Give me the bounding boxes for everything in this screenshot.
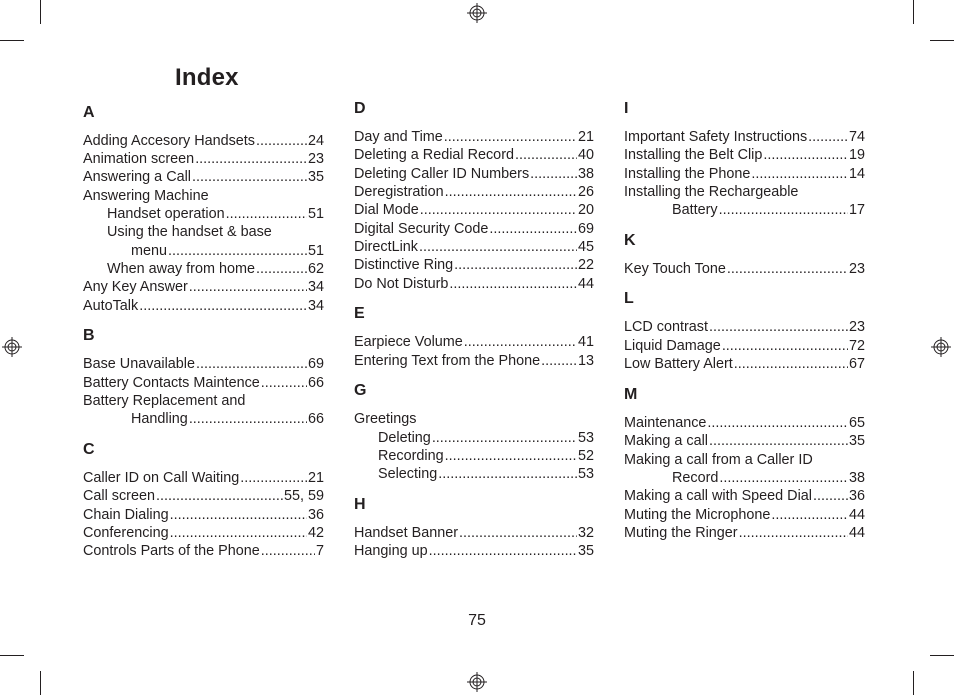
index-entry: Dial Mode ..... 20 bbox=[354, 201, 594, 219]
dot-leader bbox=[445, 447, 577, 465]
index-entry: Maintenance ..... 65 bbox=[624, 414, 865, 432]
crop-mark bbox=[40, 0, 41, 24]
index-entry: Muting the Ringer ..... 44 bbox=[624, 524, 865, 542]
dot-leader bbox=[530, 165, 577, 183]
dot-leader bbox=[739, 524, 848, 542]
crop-mark bbox=[913, 671, 914, 695]
dot-leader bbox=[429, 542, 577, 560]
dot-leader bbox=[722, 337, 848, 355]
dot-leader bbox=[444, 128, 577, 146]
registration-mark-icon bbox=[2, 337, 22, 357]
section-letter-e: E bbox=[354, 305, 365, 322]
index-entry: Answering a Call ..... 35 bbox=[83, 168, 324, 186]
dot-leader bbox=[156, 487, 283, 505]
index-entry: Any Key Answer ..... 34 bbox=[83, 278, 324, 296]
index-entry: Controls Parts of the Phone ..... 7 bbox=[83, 542, 324, 560]
section-letter-b: B bbox=[83, 327, 95, 344]
dot-leader bbox=[719, 469, 848, 487]
index-subentry: Deleting ..... 53 bbox=[378, 429, 594, 447]
index-entry: Caller ID on Call Waiting ..... 21 bbox=[83, 469, 324, 487]
index-entry: Deregistration ..... 26 bbox=[354, 183, 594, 201]
index-subentry: Handling ..... 66 bbox=[131, 410, 324, 428]
dot-leader bbox=[192, 168, 307, 186]
index-entry: Deleting Caller ID Numbers ..... 38 bbox=[354, 165, 594, 183]
index-entry: Hanging up ..... 35 bbox=[354, 542, 594, 560]
index-entry: Earpiece Volume ..... 41 bbox=[354, 333, 594, 351]
dot-leader bbox=[813, 487, 848, 505]
dot-leader bbox=[226, 205, 307, 223]
section-letter-c: C bbox=[83, 441, 95, 458]
index-entry: Conferencing ..... 42 bbox=[83, 524, 324, 542]
index-subentry: Battery ..... 17 bbox=[672, 201, 865, 219]
index-entry: Answering Machine bbox=[83, 188, 209, 204]
dot-leader bbox=[727, 260, 848, 278]
index-entry: Making a call ..... 35 bbox=[624, 432, 865, 450]
section-letter-k: K bbox=[624, 232, 636, 249]
index-entry: Making a call from a Caller ID bbox=[624, 452, 813, 468]
index-subentry: When away from home ..... 62 bbox=[107, 260, 324, 278]
index-entry: Important Safety Instructions ..... 74 bbox=[624, 128, 865, 146]
dot-leader bbox=[189, 278, 307, 296]
index-entry: Key Touch Tone ..... 23 bbox=[624, 260, 865, 278]
crop-mark bbox=[930, 40, 954, 41]
index-entry: Digital Security Code ..... 69 bbox=[354, 220, 594, 238]
index-entry: Chain Dialing ..... 36 bbox=[83, 506, 324, 524]
page-title: Index bbox=[175, 64, 239, 91]
registration-mark-icon bbox=[467, 3, 487, 23]
dot-leader bbox=[261, 542, 315, 560]
dot-leader bbox=[420, 201, 577, 219]
index-entry: Animation screen ..... 23 bbox=[83, 150, 324, 168]
index-subentry: Record ..... 38 bbox=[672, 469, 865, 487]
dot-leader bbox=[432, 429, 577, 447]
index-subentry: menu ..... 51 bbox=[131, 242, 324, 260]
index-subentry: Using the handset & base bbox=[107, 224, 272, 240]
dot-leader bbox=[261, 374, 307, 392]
index-entry: Installing the Phone ..... 14 bbox=[624, 165, 865, 183]
index-entry: Muting the Microphone ..... 44 bbox=[624, 506, 865, 524]
crop-mark bbox=[40, 671, 41, 695]
dot-leader bbox=[709, 318, 848, 336]
section-letter-d: D bbox=[354, 100, 366, 117]
section-letter-g: G bbox=[354, 382, 367, 399]
dot-leader bbox=[256, 132, 307, 150]
dot-leader bbox=[808, 128, 848, 146]
index-entry: Do Not Disturb ..... 44 bbox=[354, 275, 594, 293]
index-entry: DirectLink ..... 45 bbox=[354, 238, 594, 256]
index-entry: Installing the Belt Clip ..... 19 bbox=[624, 146, 865, 164]
dot-leader bbox=[170, 506, 307, 524]
dot-leader bbox=[189, 410, 307, 428]
dot-leader bbox=[709, 432, 848, 450]
dot-leader bbox=[256, 260, 307, 278]
index-entry: Base Unavailable ..... 69 bbox=[83, 355, 324, 373]
section-letter-h: H bbox=[354, 496, 366, 513]
dot-leader bbox=[464, 333, 577, 351]
index-entry: Battery Replacement and bbox=[83, 393, 246, 409]
index-entry: Liquid Damage ..... 72 bbox=[624, 337, 865, 355]
dot-leader bbox=[515, 146, 577, 164]
index-entry: Distinctive Ring ..... 22 bbox=[354, 256, 594, 274]
index-entry: Entering Text from the Phone ..... 13 bbox=[354, 352, 594, 370]
dot-leader bbox=[459, 524, 577, 542]
dot-leader bbox=[419, 238, 577, 256]
dot-leader bbox=[449, 275, 577, 293]
crop-mark bbox=[913, 0, 914, 24]
crop-mark bbox=[930, 655, 954, 656]
index-entry: Making a call with Speed Dial ..... 36 bbox=[624, 487, 865, 505]
page-number: 75 bbox=[468, 612, 486, 629]
dot-leader bbox=[707, 414, 848, 432]
index-subentry: Recording ..... 52 bbox=[378, 447, 594, 465]
registration-mark-icon bbox=[931, 337, 951, 357]
dot-leader bbox=[719, 201, 848, 219]
crop-mark bbox=[0, 40, 24, 41]
index-entry: Call screen ..... 55, 59 bbox=[83, 487, 324, 505]
index-entry: Battery Contacts Maintence ..... 66 bbox=[83, 374, 324, 392]
dot-leader bbox=[734, 355, 848, 373]
index-entry: Low Battery Alert ..... 67 bbox=[624, 355, 865, 373]
index-subentry: Handset operation ..... 51 bbox=[107, 205, 324, 223]
section-letter-i: I bbox=[624, 100, 629, 117]
dot-leader bbox=[170, 524, 307, 542]
index-entry: LCD contrast ..... 23 bbox=[624, 318, 865, 336]
index-entry: Greetings bbox=[354, 411, 417, 427]
dot-leader bbox=[438, 465, 577, 483]
dot-leader bbox=[195, 150, 307, 168]
dot-leader bbox=[763, 146, 848, 164]
registration-mark-icon bbox=[467, 672, 487, 692]
dot-leader bbox=[445, 183, 577, 201]
dot-leader bbox=[751, 165, 848, 183]
index-entry: Deleting a Redial Record ..... 40 bbox=[354, 146, 594, 164]
section-letter-m: M bbox=[624, 386, 638, 403]
dot-leader bbox=[541, 352, 577, 370]
index-entry: Installing the Rechargeable bbox=[624, 184, 799, 200]
dot-leader bbox=[240, 469, 307, 487]
dot-leader bbox=[454, 256, 577, 274]
dot-leader bbox=[196, 355, 307, 373]
dot-leader bbox=[139, 297, 307, 315]
dot-leader bbox=[168, 242, 307, 260]
section-letter-l: L bbox=[624, 290, 634, 307]
index-entry: AutoTalk ..... 34 bbox=[83, 297, 324, 315]
crop-mark bbox=[0, 655, 24, 656]
section-letter-a: A bbox=[83, 104, 95, 121]
dot-leader bbox=[771, 506, 848, 524]
index-entry: Handset Banner ..... 32 bbox=[354, 524, 594, 542]
index-entry: Adding Accesory Handsets ..... 24 bbox=[83, 132, 324, 150]
index-subentry: Selecting ..... 53 bbox=[378, 465, 594, 483]
index-entry: Day and Time ..... 21 bbox=[354, 128, 594, 146]
dot-leader bbox=[489, 220, 577, 238]
